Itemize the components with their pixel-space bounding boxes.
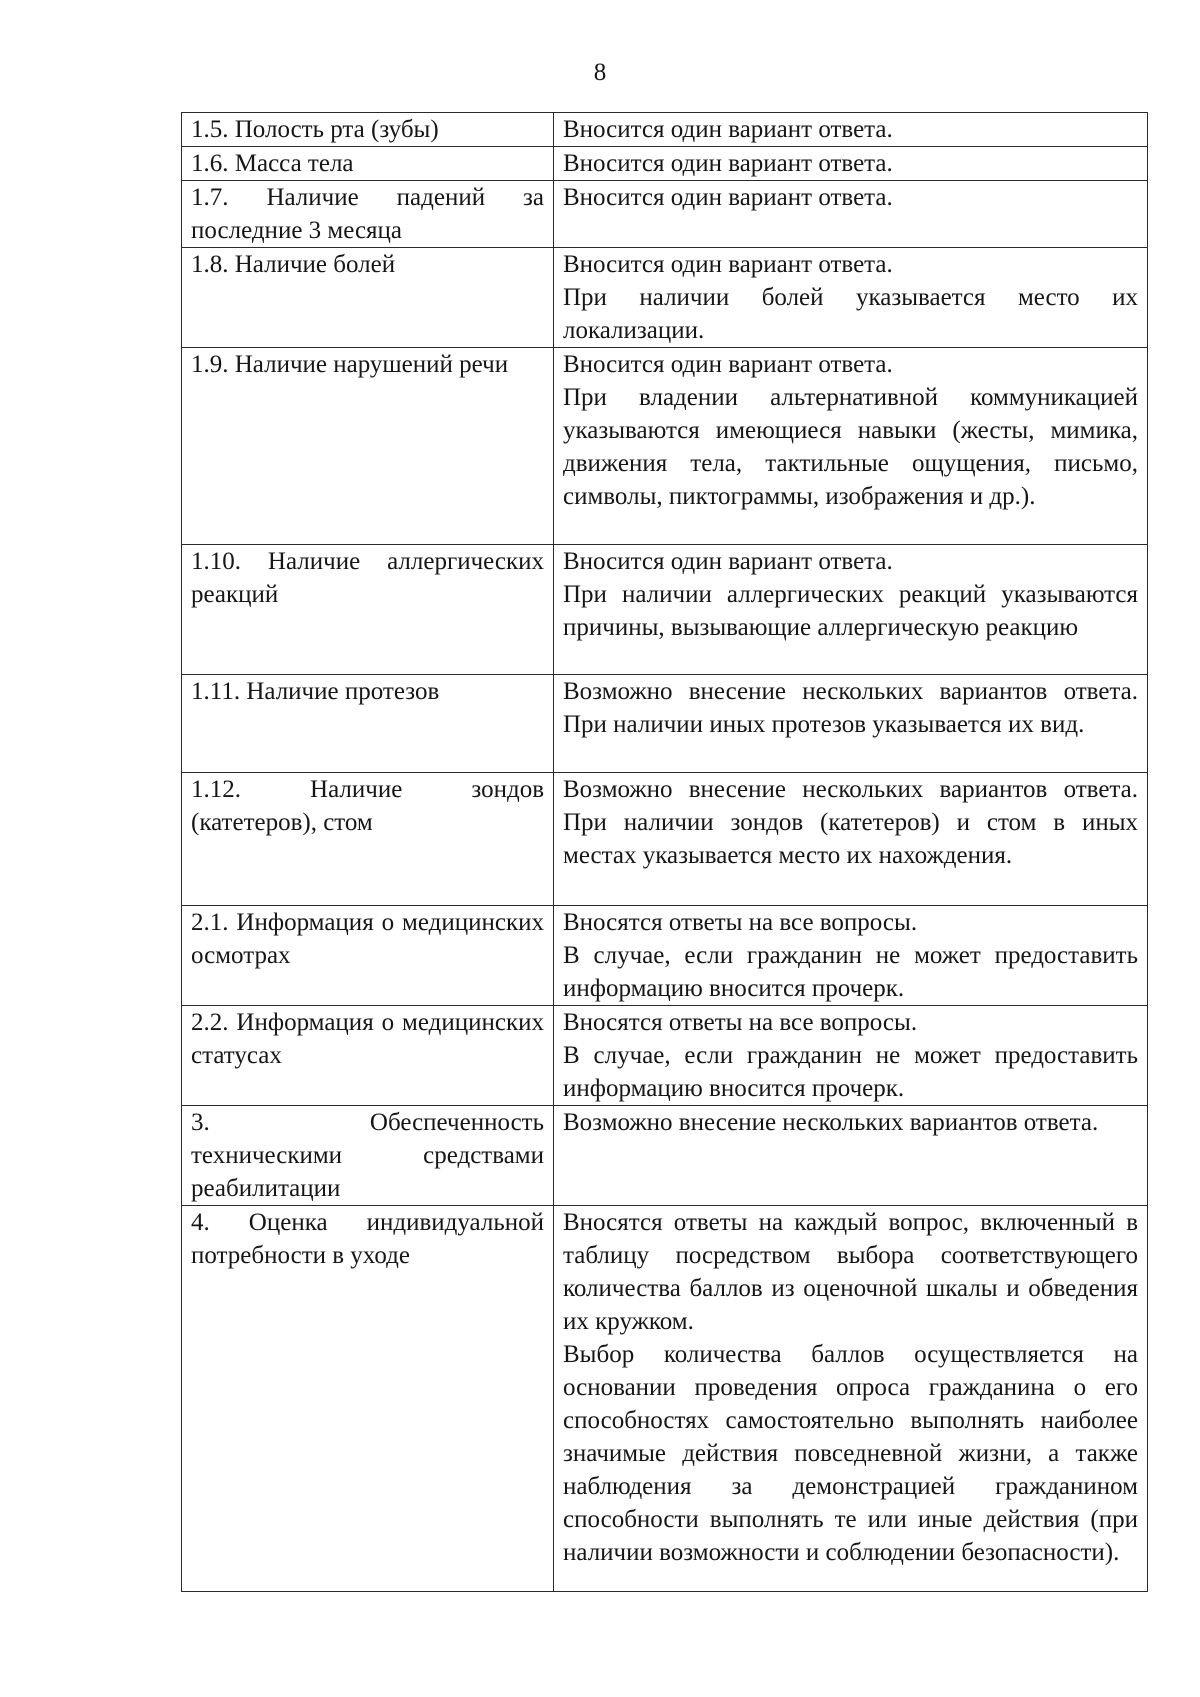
- description-text: В случае, если гражданин не может предоставить информацию вносится прочерк.: [563, 942, 1138, 1002]
- row-description: [554, 248, 1148, 348]
- row-description: [554, 773, 1148, 906]
- description-text: Вносится один вариант ответа.: [563, 548, 893, 575]
- row-description: [554, 147, 1148, 181]
- table-row: [182, 1106, 1148, 1206]
- page-number: 8: [593, 59, 607, 86]
- row-label: 1.7. Наличие падений за последние 3 месяца: [182, 181, 554, 248]
- row-description: [554, 113, 1148, 147]
- row-label: 2.2. Информация о медицинских статусах: [182, 1006, 554, 1106]
- table-row: [182, 906, 1148, 1006]
- row-description: [554, 181, 1148, 248]
- description-text: Выбор количества баллов осуществляется на основании проведения опроса гражданина о его способностях самостоятельно выполнять наиболее значимые действия повседневной жизни, а также наблюдения за демонстрацией гражданином способности выполнять те или иные действия (при наличии возможности и соблюдении безопасности).: [563, 1341, 1138, 1566]
- instructions-table: [181, 112, 1148, 1592]
- row-description: [554, 1106, 1148, 1206]
- row-description: [554, 1006, 1148, 1106]
- row-label: 3. Обеспеченность техническими средствами реабилитации: [182, 1106, 554, 1206]
- table-row: [182, 348, 1148, 545]
- row-label: 1.9. Наличие нарушений речи: [182, 348, 554, 545]
- row-description: [554, 545, 1148, 675]
- description-text: При владении альтернативной коммуникацией указываются имеющиеся навыки (жесты, мимика, движения тела, тактильные ощущения, письмо, символы, пиктограммы, изображения и др.).: [563, 384, 1138, 510]
- row-label: 1.12. Наличие зондов (катетеров), стом: [182, 773, 554, 906]
- table-row: [182, 248, 1148, 348]
- description-text: Вносятся ответы на все вопросы.: [563, 909, 918, 936]
- row-description: [554, 348, 1148, 545]
- description-text: Вносятся ответы на каждый вопрос, включенный в таблицу посредством выбора соответствующего количества баллов из оценочной шкалы и обведения их кружком.: [563, 1209, 1138, 1335]
- row-label: 1.6. Масса тела: [182, 147, 554, 181]
- description-text: Вносится один вариант ответа.: [563, 116, 893, 143]
- description-text: Возможно внесение нескольких вариантов ответа.: [563, 1109, 1099, 1136]
- table-row: [182, 1206, 1148, 1592]
- table-row: [182, 113, 1148, 147]
- table-row: [182, 181, 1148, 248]
- description-text: Возможно внесение нескольких вариантов ответа. При наличии зондов (катетеров) и стом в иных местах указывается место их нахождения.: [563, 776, 1138, 869]
- table-row: [182, 1006, 1148, 1106]
- description-text: Вносится один вариант ответа.: [563, 351, 893, 378]
- row-description: [554, 906, 1148, 1006]
- description-text: Возможно внесение нескольких вариантов ответа. При наличии иных протезов указывается их вид.: [563, 678, 1138, 738]
- description-text: В случае, если гражданин не может предоставить информацию вносится прочерк.: [563, 1042, 1138, 1102]
- table-row: [182, 147, 1148, 181]
- description-text: При наличии аллергических реакций указываются причины, вызывающие аллергическую реакцию: [563, 581, 1138, 641]
- row-label: 2.1. Информация о медицинских осмотрах: [182, 906, 554, 1006]
- row-label: 1.5. Полость рта (зубы): [182, 113, 554, 147]
- row-description: [554, 1206, 1148, 1592]
- description-text: Вносится один вариант ответа.: [563, 150, 893, 177]
- row-description: [554, 675, 1148, 773]
- table-row: [182, 773, 1148, 906]
- row-label: 1.11. Наличие протезов: [182, 675, 554, 773]
- row-label: 4. Оценка индивидуальной потребности в уходе: [182, 1206, 554, 1592]
- table-row: [182, 675, 1148, 773]
- description-text: Вносятся ответы на все вопросы.: [563, 1009, 918, 1036]
- description-text: Вносится один вариант ответа.: [563, 184, 893, 211]
- description-text: При наличии болей указывается место их локализации.: [563, 284, 1138, 344]
- row-label: 1.10. Наличие аллергических реакций: [182, 545, 554, 675]
- row-label: 1.8. Наличие болей: [182, 248, 554, 348]
- table-row: [182, 545, 1148, 675]
- description-text: Вносится один вариант ответа.: [563, 251, 893, 278]
